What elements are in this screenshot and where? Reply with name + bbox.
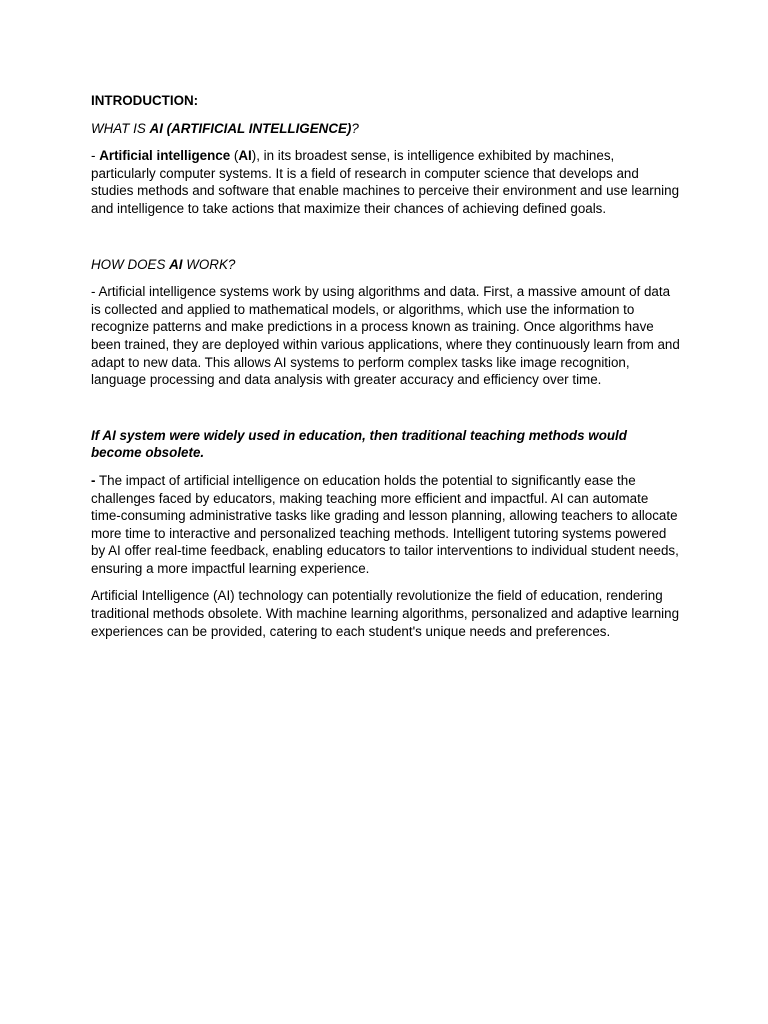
question-suffix: ? <box>351 120 359 136</box>
term-artificial-intelligence: Artificial intelligence <box>99 148 231 164</box>
question-prefix: HOW DOES <box>91 256 170 272</box>
question-how-does-ai-work <box>91 256 681 274</box>
paragraph-definition <box>91 147 681 217</box>
question-prefix: WHAT IS <box>91 120 150 136</box>
question-bold: AI <box>169 256 183 272</box>
question-suffix: WORK? <box>182 256 236 272</box>
question-bold: AI (ARTIFICIAL INTELLIGENCE) <box>149 120 352 136</box>
spacer <box>91 399 681 427</box>
paragraph-how-it-works: - Artificial intelligence systems work by using algorithms and data. First, a massive amount of data is collected and applied to mathematical models, or algorithms, which use the information to recognize patterns and make predictions in a process known as training. Once algorithms have been trained, they are deployed within various applications, where they continuously learn from and adapt to new data. This allows AI systems to perform complex tasks like image recognition, language processing and data analysis with greater accuracy and efficiency over time. <box>91 284 680 388</box>
document-heading: INTRODUCTION: <box>91 93 199 108</box>
term-ai: AI <box>238 148 252 164</box>
paragraph-dash: - <box>91 148 100 164</box>
paragraph-text: The impact of artificial intelligence on education holds the potential to significantly ease the challenges faced by educators, making teaching more efficient and impactful. AI can automate time-consuming administrative tasks like grading and lesson planning, allowing teachers to allocate more time to interactive and personalized teaching methods. Intelligent tutoring systems powered by AI offer real-time feedback, enabling educators to tailor interventions to individual student needs, ensuring a more impactful learning experience. <box>91 472 679 576</box>
statement-education: If AI system were widely used in education, then traditional teaching methods would become obsolete. <box>91 427 627 461</box>
paragraph-impact <box>91 472 681 578</box>
spacer <box>91 228 681 256</box>
document-page <box>91 92 681 650</box>
paragraph-dash: - <box>91 472 96 488</box>
paragraph-text: ( <box>230 148 239 164</box>
paragraph-text: ), in its broadest sense, is intelligence exhibited by machines, particularly computer systems. It is a field of research in computer science that develops and studies methods and software that enable machines to perceive their environment and use learning and intelligence to take actions that maximize their chances of achieving defined goals. <box>91 148 680 216</box>
paragraph-revolutionize: Artificial Intelligence (AI) technology can potentially revolutionize the field of education, rendering traditional methods obsolete. With machine learning algorithms, personalized and adaptive learning experiences can be provided, catering to each student's unique needs and preferences. <box>91 588 680 639</box>
question-what-is-ai <box>91 120 681 138</box>
